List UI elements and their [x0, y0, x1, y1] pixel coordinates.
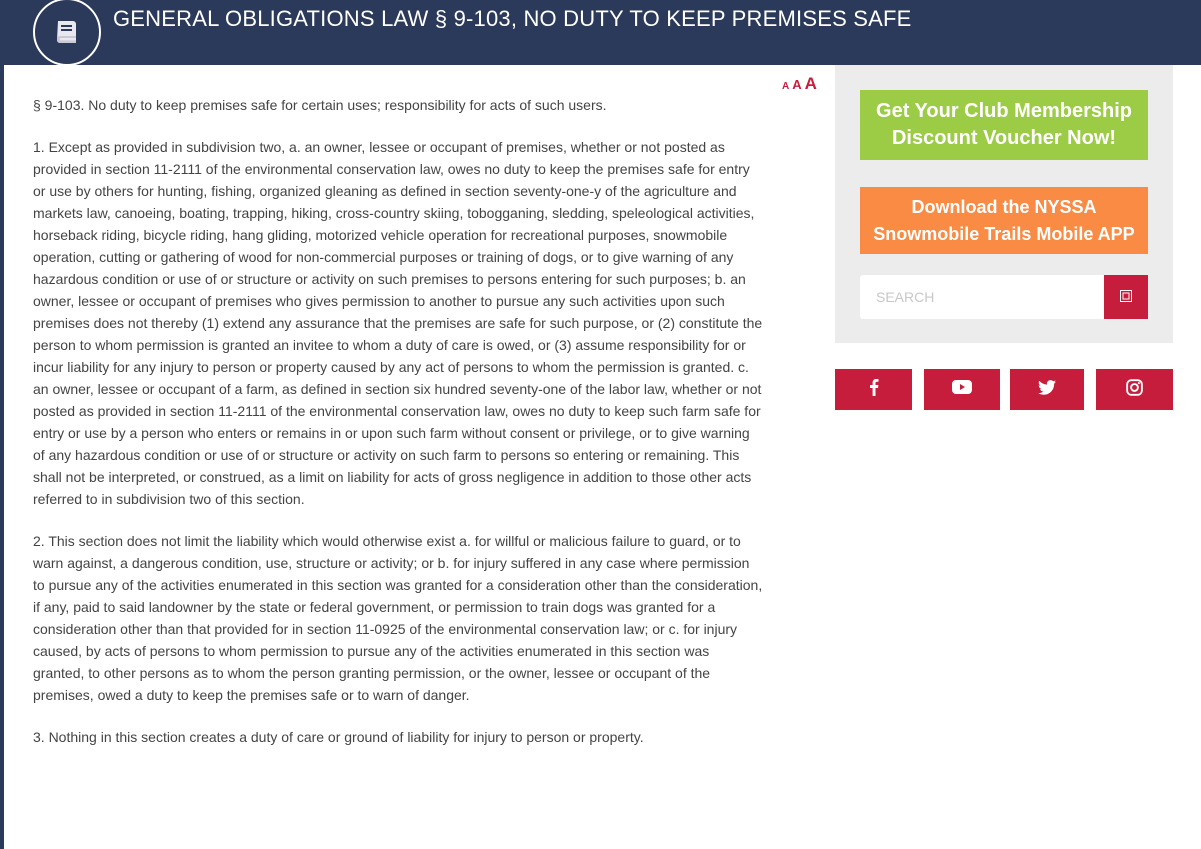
twitter-icon	[1038, 380, 1056, 400]
mobile-app-banner[interactable]	[860, 187, 1148, 254]
font-size-controls	[782, 74, 817, 94]
article-paragraph-1: 1. Except as provided in subdivision two, a. an owner, lessee or occupant of premises, whether or not posted as provided in section 11-2111 of the environmental conservation law, owes no duty to keep the premises safe for entry or use by others for hunting, fishing, organized gleaning as defined in section seventy-one-y of the agriculture and markets law, canoeing, boating, trapping, hiking, cross-country skiing, tobogganing, sledding, speleological activities, horseback riding, bicycle riding, hang gliding, motorized vehicle operation for recreational purposes, snowmobile operation, cutting or gathering of wood for non-commercial purposes or training of dogs, or to give warning of any hazardous condition or use of or structure or activity on such premises to persons entering for such purposes; b. an owner, lessee or occupant of premises who gives permission to another to pursue any such activities upon such premises does not thereby (1) extend any assurance that the premises are safe for such purpose, or (2) constitute the person to whom permission is granted an invitee to whom a duty of care is owed, or (3) assume responsibility for or incur liability for any injury to person or property caused by any act of persons to whom the permission is granted. c. an owner, lessee or occupant of a farm, as defined in section six hundred seventy-one of the labor law, whether or not posted as provided in section 11-2111 of the environmental conservation law, owes no duty to keep such farm safe for entry or use by a person who enters or remains in or upon such farm without consent or privilege, or to give warning of any hazardous condition or use of or structure or activity on such farm to persons so entering or remaining. This shall not be interpreted, or construed, as a limit on liability for acts of gross negligence in addition to those other acts referred to in subdivision two of this section.	[33, 139, 763, 507]
app-banner-line-1: Download the NYSSA	[911, 196, 1097, 217]
search-icon	[1120, 290, 1132, 305]
membership-banner-line-1: Get Your Club Membership	[876, 100, 1132, 122]
search-button[interactable]	[1104, 275, 1148, 319]
font-size-medium-button[interactable]: A	[792, 77, 802, 92]
youtube-icon	[952, 380, 972, 399]
article-paragraph-3: 3. Nothing in this section creates a duty of care or ground of liability for injury to person or property.	[33, 729, 644, 745]
membership-voucher-banner[interactable]	[860, 90, 1148, 160]
page-title: GENERAL OBLIGATIONS LAW § 9-103, NO DUTY TO KEEP PREMISES SAFE	[113, 6, 912, 31]
search-input[interactable]	[860, 275, 1104, 319]
twitter-button[interactable]	[1010, 369, 1084, 410]
facebook-icon	[869, 378, 879, 401]
book-icon	[33, 0, 101, 66]
font-size-small-button[interactable]: A	[782, 81, 790, 92]
font-size-large-button[interactable]: A	[804, 74, 817, 93]
left-border	[0, 65, 4, 849]
youtube-button[interactable]	[924, 369, 1000, 410]
page-header	[0, 0, 1201, 65]
membership-banner-line-2: Discount Voucher Now!	[891, 127, 1117, 149]
article-heading: § 9-103. No duty to keep premises safe for certain uses; responsibility for acts of such users.	[33, 97, 607, 113]
article-paragraph-2: 2. This section does not limit the liability which would otherwise exist a. for willful or malicious failure to guard, or to warn against, a dangerous condition, use, structure or activity; or b. for injury suffered in any case where permission to pursue any of the activities enumerated in this section was granted for a consideration other than the consideration, if any, paid to said landowner by the state or federal government, or permission to train dogs was granted for a consideration other than that provided for in section 11-0925 of the environmental conservation law; or c. for injury caused, by acts of persons to whom permission to pursue any of the activities enumerated in this section was granted, to other persons as to whom the person granting permission, or the owner, lessee or occupant of the premises, owed a duty to keep the premises safe or to warn of danger.	[33, 533, 763, 703]
sidebar	[835, 65, 1173, 343]
search-form	[860, 275, 1148, 319]
instagram-button[interactable]	[1096, 369, 1173, 410]
app-banner-line-2: Snowmobile Trails Mobile APP	[873, 223, 1135, 244]
facebook-button[interactable]	[835, 369, 912, 410]
article-content	[33, 94, 763, 768]
social-links	[835, 369, 1173, 410]
instagram-icon	[1126, 379, 1143, 401]
